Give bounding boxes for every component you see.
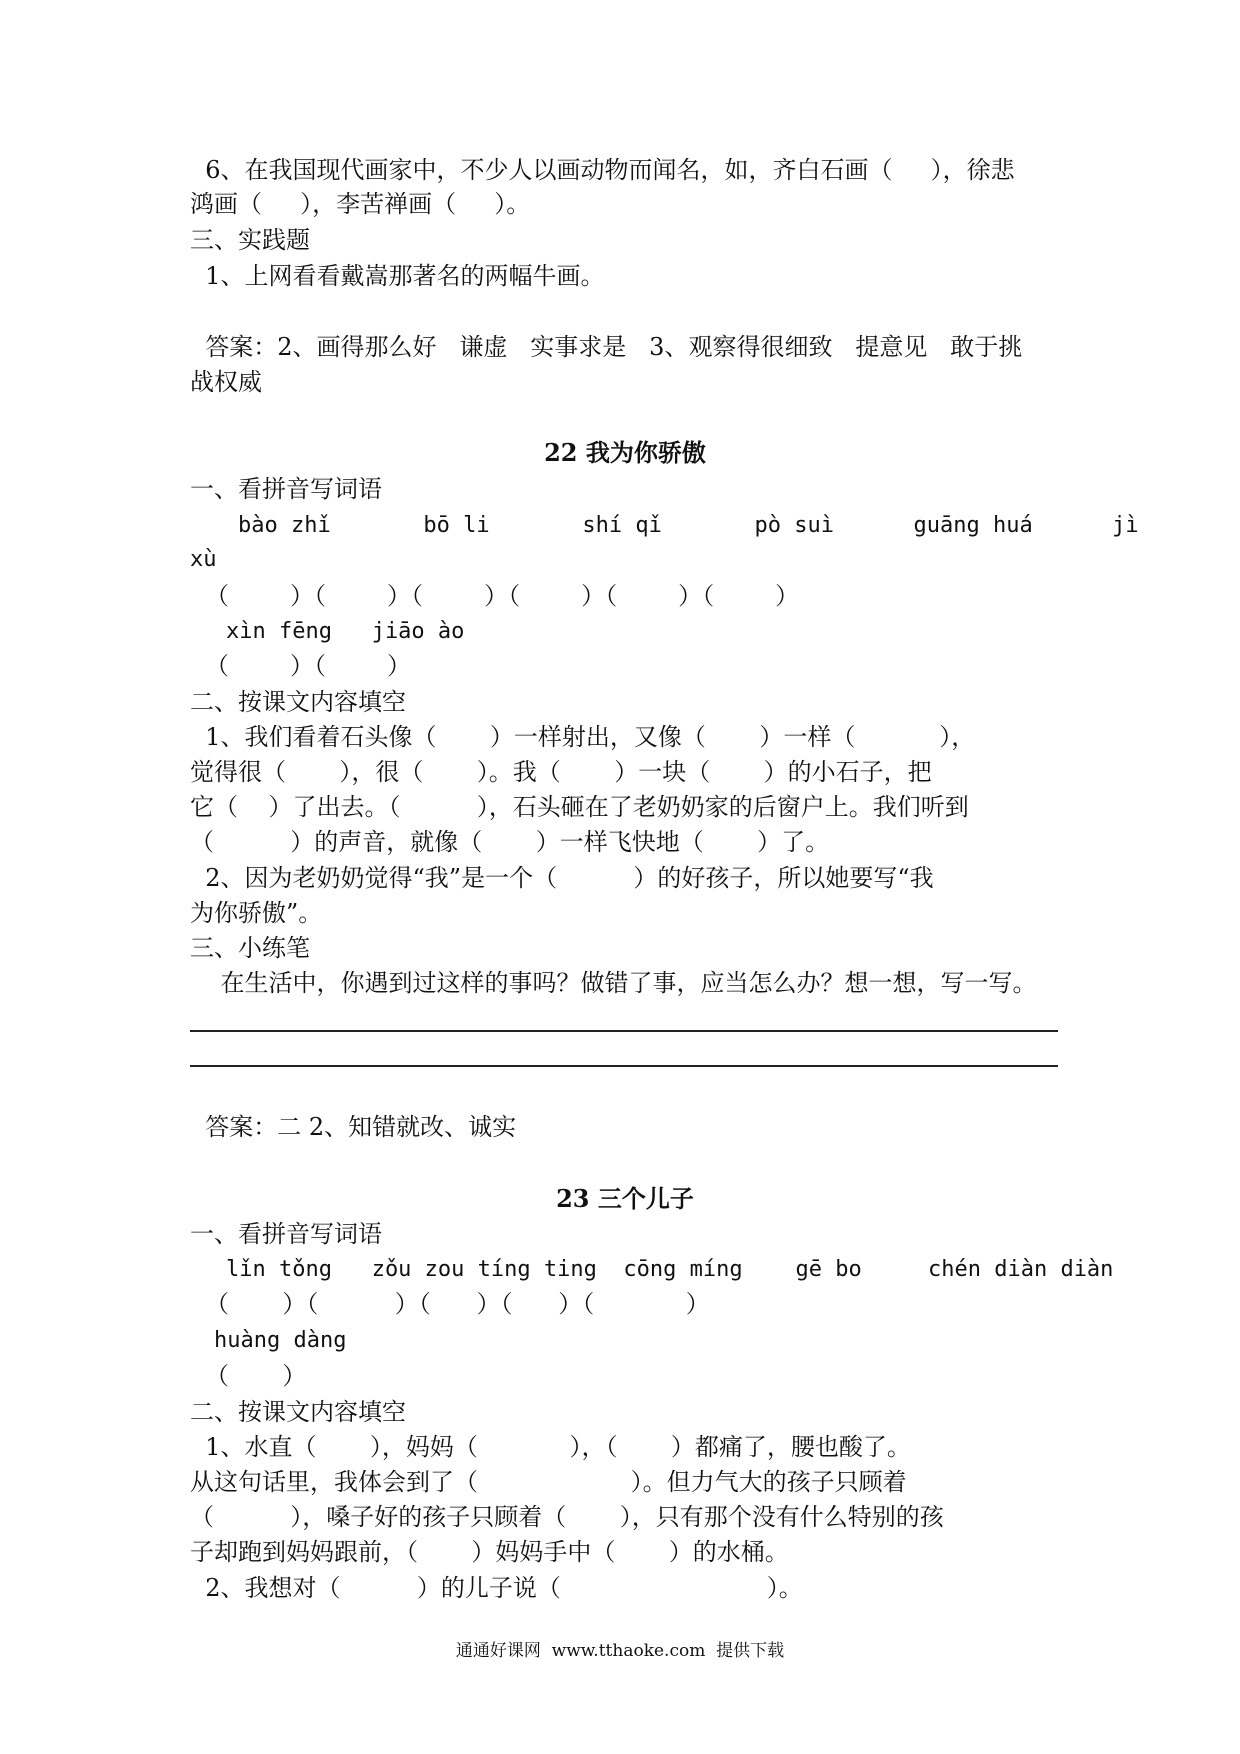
lesson-22-fill-line: 觉得很（ ），很（ ）。我（ ）一块（ ）的小石子，把 [190,758,932,786]
answer-line-2: 战权威 [190,368,262,396]
lesson-22-fill-line: 为你骄傲”。 [190,899,323,927]
lesson-22-title: 22 我为你骄傲 [544,438,706,467]
writing-line [190,1065,1058,1067]
lesson-23-fill-line: 2、我想对（ ）的儿子说（ ）。 [190,1574,803,1602]
lesson-23-fill-line: 从这句话里，我体会到了（ ）。但力气大的孩子只顾着 [190,1468,907,1496]
answer-line-1: 答案：2、画得那么好 谦虚 实事求是 3、观察得很细致 提意见 敢于挑 [190,333,1023,361]
lesson-23-answer-brackets-row-2: （ ） [205,1362,307,1390]
lesson-22-fill-line: 1、我们看着石头像（ ）一样射出，又像（ ）一样（ ）， [190,723,976,751]
lesson-23-section-1-heading: 一、看拼音写词语 [190,1220,382,1248]
lesson-23-fill-line: 子却跑到妈妈跟前，（ ）妈妈手中（ ）的水桶。 [190,1538,789,1566]
lesson-23-answer-brackets-row-1: （ ）（ ）（ ）（ ）（ ） [205,1290,710,1318]
lesson-22-section-2-heading: 二、按课文内容填空 [190,688,406,716]
lesson-22-fill-line: （ ）的声音，就像（ ）一样飞快地（ ）了。 [190,828,830,856]
writing-line [190,1030,1058,1032]
lesson-23-fill-line: 1、水直（ ），妈妈（ ），（ ）都痛了，腰也酸了。 [190,1433,911,1461]
lesson-22-writing-prompt: 在生活中，你遇到过这样的事吗？做错了事，应当怎么办？想一想，写一写。 [190,969,1037,997]
practice-heading: 三、实践题 [190,226,310,254]
lesson-22-pinyin-row-2: xìn fēng jiāo ào [226,619,465,644]
lesson-22-fill-line: 它（ ）了出去。（ ），石头砸在了老奶奶家的后窗户上。我们听到 [190,793,969,821]
lesson-23-pinyin-row-1: lǐn tǒng zǒu zou tíng ting cōng míng gē bo chén diàn diàn [226,1257,1114,1282]
lesson-22-answer-brackets-row-2: （ ）（ ） [205,652,412,680]
lesson-22-pinyin-row-1: bào zhǐ bō li shí qǐ pò suì guāng huá jì [238,513,1139,538]
page-footer: 通通好课网 www.tthaoke.com 提供下载 [455,1641,785,1661]
practice-item: 1、上网看看戴嵩那著名的两幅牛画。 [190,262,605,290]
lesson-22-answer: 答案：二 2、知错就改、诚实 [190,1113,517,1141]
lesson-22-section-1-heading: 一、看拼音写词语 [190,475,382,503]
question-6-line-2: 鸿画（ ），李苦禅画（ ）。 [190,190,531,218]
lesson-23-section-2-heading: 二、按课文内容填空 [190,1398,406,1426]
lesson-22-section-3-heading: 三、小练笔 [190,934,310,962]
lesson-22-answer-brackets-row-1: （ ）（ ）（ ）（ ）（ ）（ ） [205,582,800,610]
lesson-22-pinyin-row-1-wrap: xù [190,547,217,572]
lesson-23-title: 23 三个儿子 [556,1184,694,1213]
lesson-23-fill-line: （ ），嗓子好的孩子只顾着（ ），只有那个没有什么特别的孩 [190,1503,944,1531]
lesson-23-pinyin-row-2: huàng dàng [214,1328,347,1353]
question-6-line-1: 6、在我国现代画家中，不少人以画动物而闻名，如，齐白石画（ ），徐悲 [190,156,1015,184]
lesson-22-fill-line: 2、因为老奶奶觉得“我”是一个（ ）的好孩子，所以她要写“我 [190,864,934,892]
